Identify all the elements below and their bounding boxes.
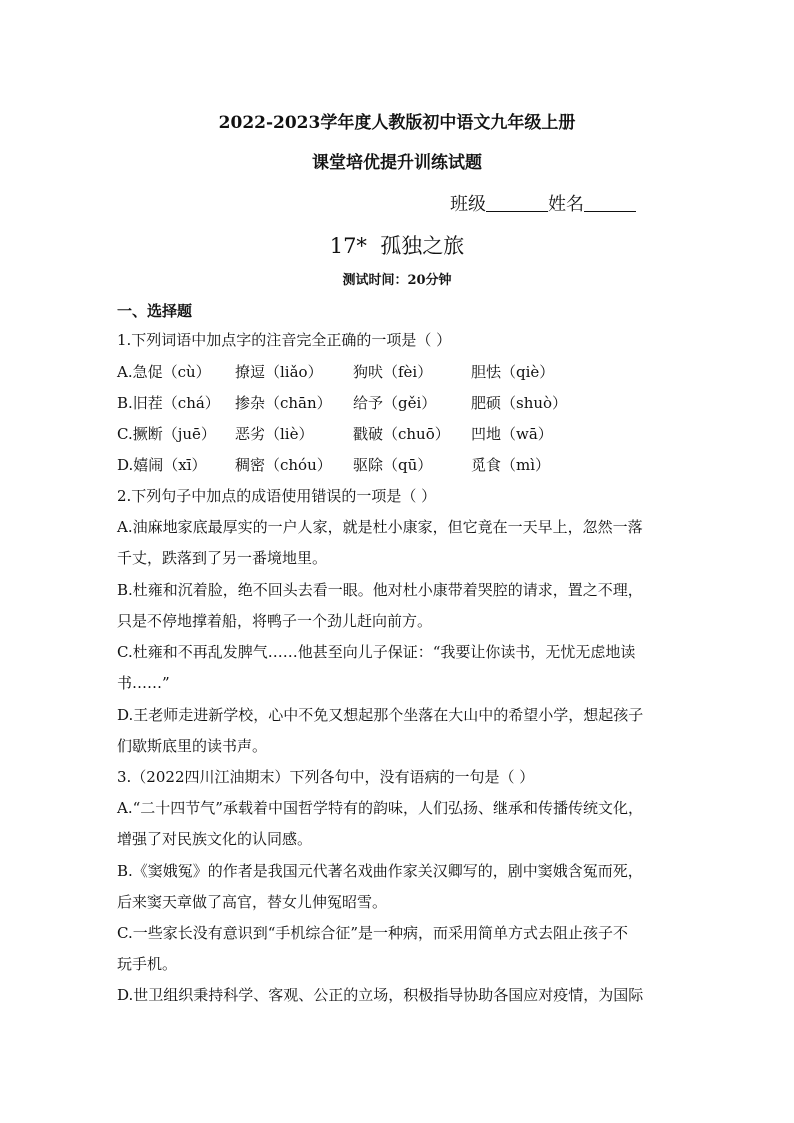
question-2-line: 书……”	[117, 674, 170, 692]
option-word: 恶劣（liè）	[235, 425, 314, 443]
option-word: 胆怯（qiè）	[471, 363, 555, 381]
class-label: 班级	[450, 194, 486, 215]
question-3-line: D.世卫组织秉持科学、客观、公正的立场，积极指导协助各国应对疫情，为国际	[117, 986, 644, 1004]
question-3-line: 后来窦天章做了高官，替女儿伸冤昭雪。	[117, 893, 388, 911]
question-2-line: D.王老师走进新学校，心中不免又想起那个坐落在大山中的希望小学，想起孩子	[117, 706, 644, 724]
question-2-line: 们歇斯底里的读书声。	[117, 737, 268, 755]
option-word: 觅食（mì）	[471, 456, 551, 474]
question-2-line: B.杜雍和沉着脸，绝不回头去看一眼。他对杜小康带着哭腔的请求，置之不理，	[117, 581, 643, 599]
question-2-line: C.杜雍和不再乱发脾气……他甚至向儿子保证：“我要让你读书，无忧无虑地读	[117, 643, 636, 661]
name-label: 姓名	[548, 194, 584, 215]
document-title-line1: 2022-2023学年度人教版初中语文九年级上册	[218, 113, 576, 133]
question-1-option-b	[117, 393, 567, 413]
question-3-line: A.“二十四节气”承载着中国哲学特有的韵味，人们弘扬、继承和传播传统文化，	[117, 799, 643, 817]
option-word: 狗吠（fèi）	[353, 363, 433, 381]
option-word: B.旧茬（chá）	[117, 394, 220, 412]
question-3-line: B.《窦娥冤》的作者是我国元代著名戏曲作家关汉卿写的，剧中窦娥含冤而死，	[117, 862, 643, 880]
document-title-line2: 课堂培优提升训练试题	[312, 153, 482, 173]
option-word: 凹地（wā）	[471, 425, 553, 443]
test-time: 测试时间：20分钟	[342, 273, 452, 288]
question-3-line: 增强了对民族文化的认同感。	[117, 830, 313, 848]
option-word: 戳破（chuō）	[353, 425, 450, 443]
lesson-title: 17* 孤独之旅	[329, 234, 465, 258]
question-1-stem: 1.下列词语中加点字的注音完全正确的一项是（ ）	[117, 331, 452, 349]
option-word: C.撅断（juē）	[117, 425, 216, 443]
question-1-option-d	[117, 455, 550, 475]
question-3-stem: 3.（2022四川江油期末）下列各句中，没有语病的一句是（ ）	[117, 768, 535, 786]
option-word: 肥硕（shuò）	[471, 394, 568, 412]
question-1-option-a	[117, 362, 554, 382]
option-word: D.嬉闹（xī）	[117, 456, 207, 474]
option-word: 撩逗（liǎo）	[235, 363, 323, 381]
question-2-line: 千丈，跌落到了另一番境地里。	[117, 549, 328, 567]
question-3-line: 玩手机。	[117, 955, 178, 973]
option-word: 给予（gěi）	[353, 394, 437, 412]
section-title: 一、选择题	[117, 302, 193, 320]
question-2-line: 只是不停地撑着船，将鸭子一个劲儿赶向前方。	[117, 612, 433, 630]
option-word: 稠密（chóu）	[235, 456, 332, 474]
question-1-option-c	[117, 424, 553, 444]
class-name-line	[450, 190, 636, 216]
question-3-line: C.一些家长没有意识到“手机综合征”是一种病，而采用简单方式去阻止孩子不	[117, 924, 629, 942]
option-word: 驱除（qū）	[353, 456, 433, 474]
question-2-line: A.油麻地家底最厚实的一户人家，就是杜小康家，但它竟在一天早上，忽然一落	[117, 518, 643, 536]
question-2-stem: 2.下列句子中加点的成语使用错误的一项是（ ）	[117, 487, 437, 505]
name-blank[interactable]	[584, 195, 636, 212]
class-blank[interactable]	[486, 195, 548, 212]
option-word: A.急促（cù）	[117, 363, 211, 381]
option-word: 掺杂（chān）	[235, 394, 332, 412]
